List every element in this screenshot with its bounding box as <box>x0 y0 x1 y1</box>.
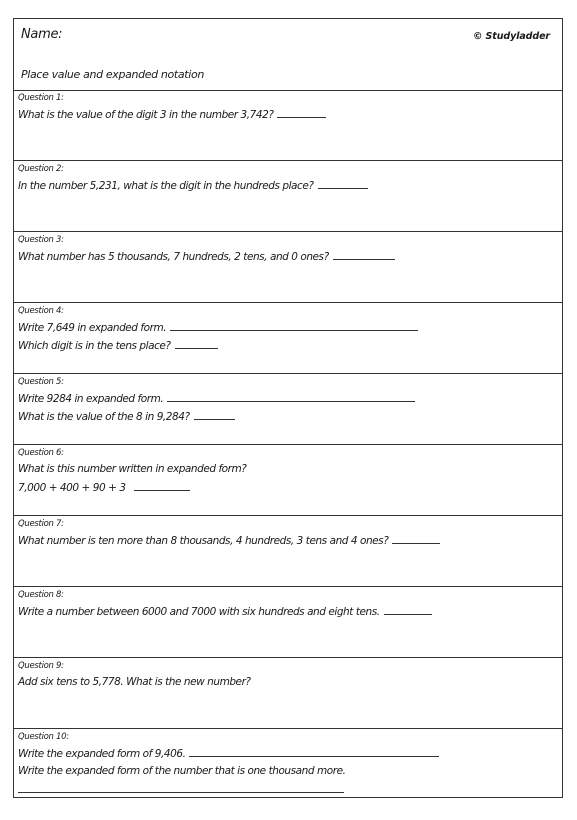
answer-line[interactable] <box>18 792 344 793</box>
question-label: Question 9: <box>18 661 64 671</box>
question-2 <box>14 161 562 232</box>
question-text: What is the value of the 8 in 9,284? <box>18 410 235 423</box>
question-text: Write the expanded form of 9,406. <box>18 747 439 760</box>
question-label: Question 3: <box>18 235 64 245</box>
question-5 <box>14 374 562 445</box>
question-label: Question 2: <box>18 164 64 174</box>
answer-blank[interactable] <box>189 747 439 757</box>
question-text: Write 9284 in expanded form. <box>18 392 415 405</box>
question-9 <box>14 658 562 729</box>
question-label: Question 6: <box>18 448 64 458</box>
answer-blank[interactable] <box>167 392 415 402</box>
answer-blank[interactable] <box>318 179 368 189</box>
answer-blank[interactable] <box>170 321 418 331</box>
question-4 <box>14 303 562 374</box>
worksheet-subtitle: Place value and expanded notation <box>21 68 204 81</box>
brand-label: © Studyladder <box>472 31 550 42</box>
question-label: Question 5: <box>18 377 64 387</box>
question-3 <box>14 232 562 303</box>
question-6 <box>14 445 562 516</box>
question-label: Question 8: <box>18 590 64 600</box>
question-text: What is this number written in expanded form? <box>18 463 247 475</box>
answer-blank[interactable] <box>384 605 432 615</box>
answer-blank[interactable] <box>392 534 440 544</box>
worksheet <box>13 18 563 798</box>
question-text: What is the value of the digit 3 in the number 3,742? <box>18 108 326 121</box>
question-text: In the number 5,231, what is the digit in the hundreds place? <box>18 179 368 192</box>
question-text: Which digit is in the tens place? <box>18 339 218 352</box>
question-text: What number has 5 thousands, 7 hundreds, 2 tens, and 0 ones? <box>18 250 395 263</box>
answer-blank[interactable] <box>333 250 395 260</box>
question-text: Write a number between 6000 and 7000 with six hundreds and eight tens. <box>18 605 432 618</box>
question-label: Question 7: <box>18 519 64 529</box>
question-label: Question 10: <box>18 732 69 742</box>
answer-blank[interactable] <box>134 481 190 491</box>
question-7 <box>14 516 562 587</box>
question-text: Add six tens to 5,778. What is the new number? <box>18 676 251 688</box>
question-1 <box>14 90 562 161</box>
question-label: Question 1: <box>18 93 64 103</box>
name-label: Name: <box>21 27 63 42</box>
answer-blank[interactable] <box>175 339 218 349</box>
question-text: Write 7,649 in expanded form. <box>18 321 418 334</box>
answer-blank[interactable] <box>277 108 326 118</box>
question-10 <box>14 729 562 800</box>
question-text: 7,000 + 400 + 90 + 3 <box>18 481 190 494</box>
question-label: Question 4: <box>18 306 64 316</box>
worksheet-header <box>14 19 562 91</box>
answer-blank[interactable] <box>194 410 235 420</box>
question-text: What number is ten more than 8 thousands, 4 hundreds, 3 tens and 4 ones? <box>18 534 440 547</box>
question-8 <box>14 587 562 658</box>
question-text: Write the expanded form of the number that is one thousand more. <box>18 765 346 777</box>
